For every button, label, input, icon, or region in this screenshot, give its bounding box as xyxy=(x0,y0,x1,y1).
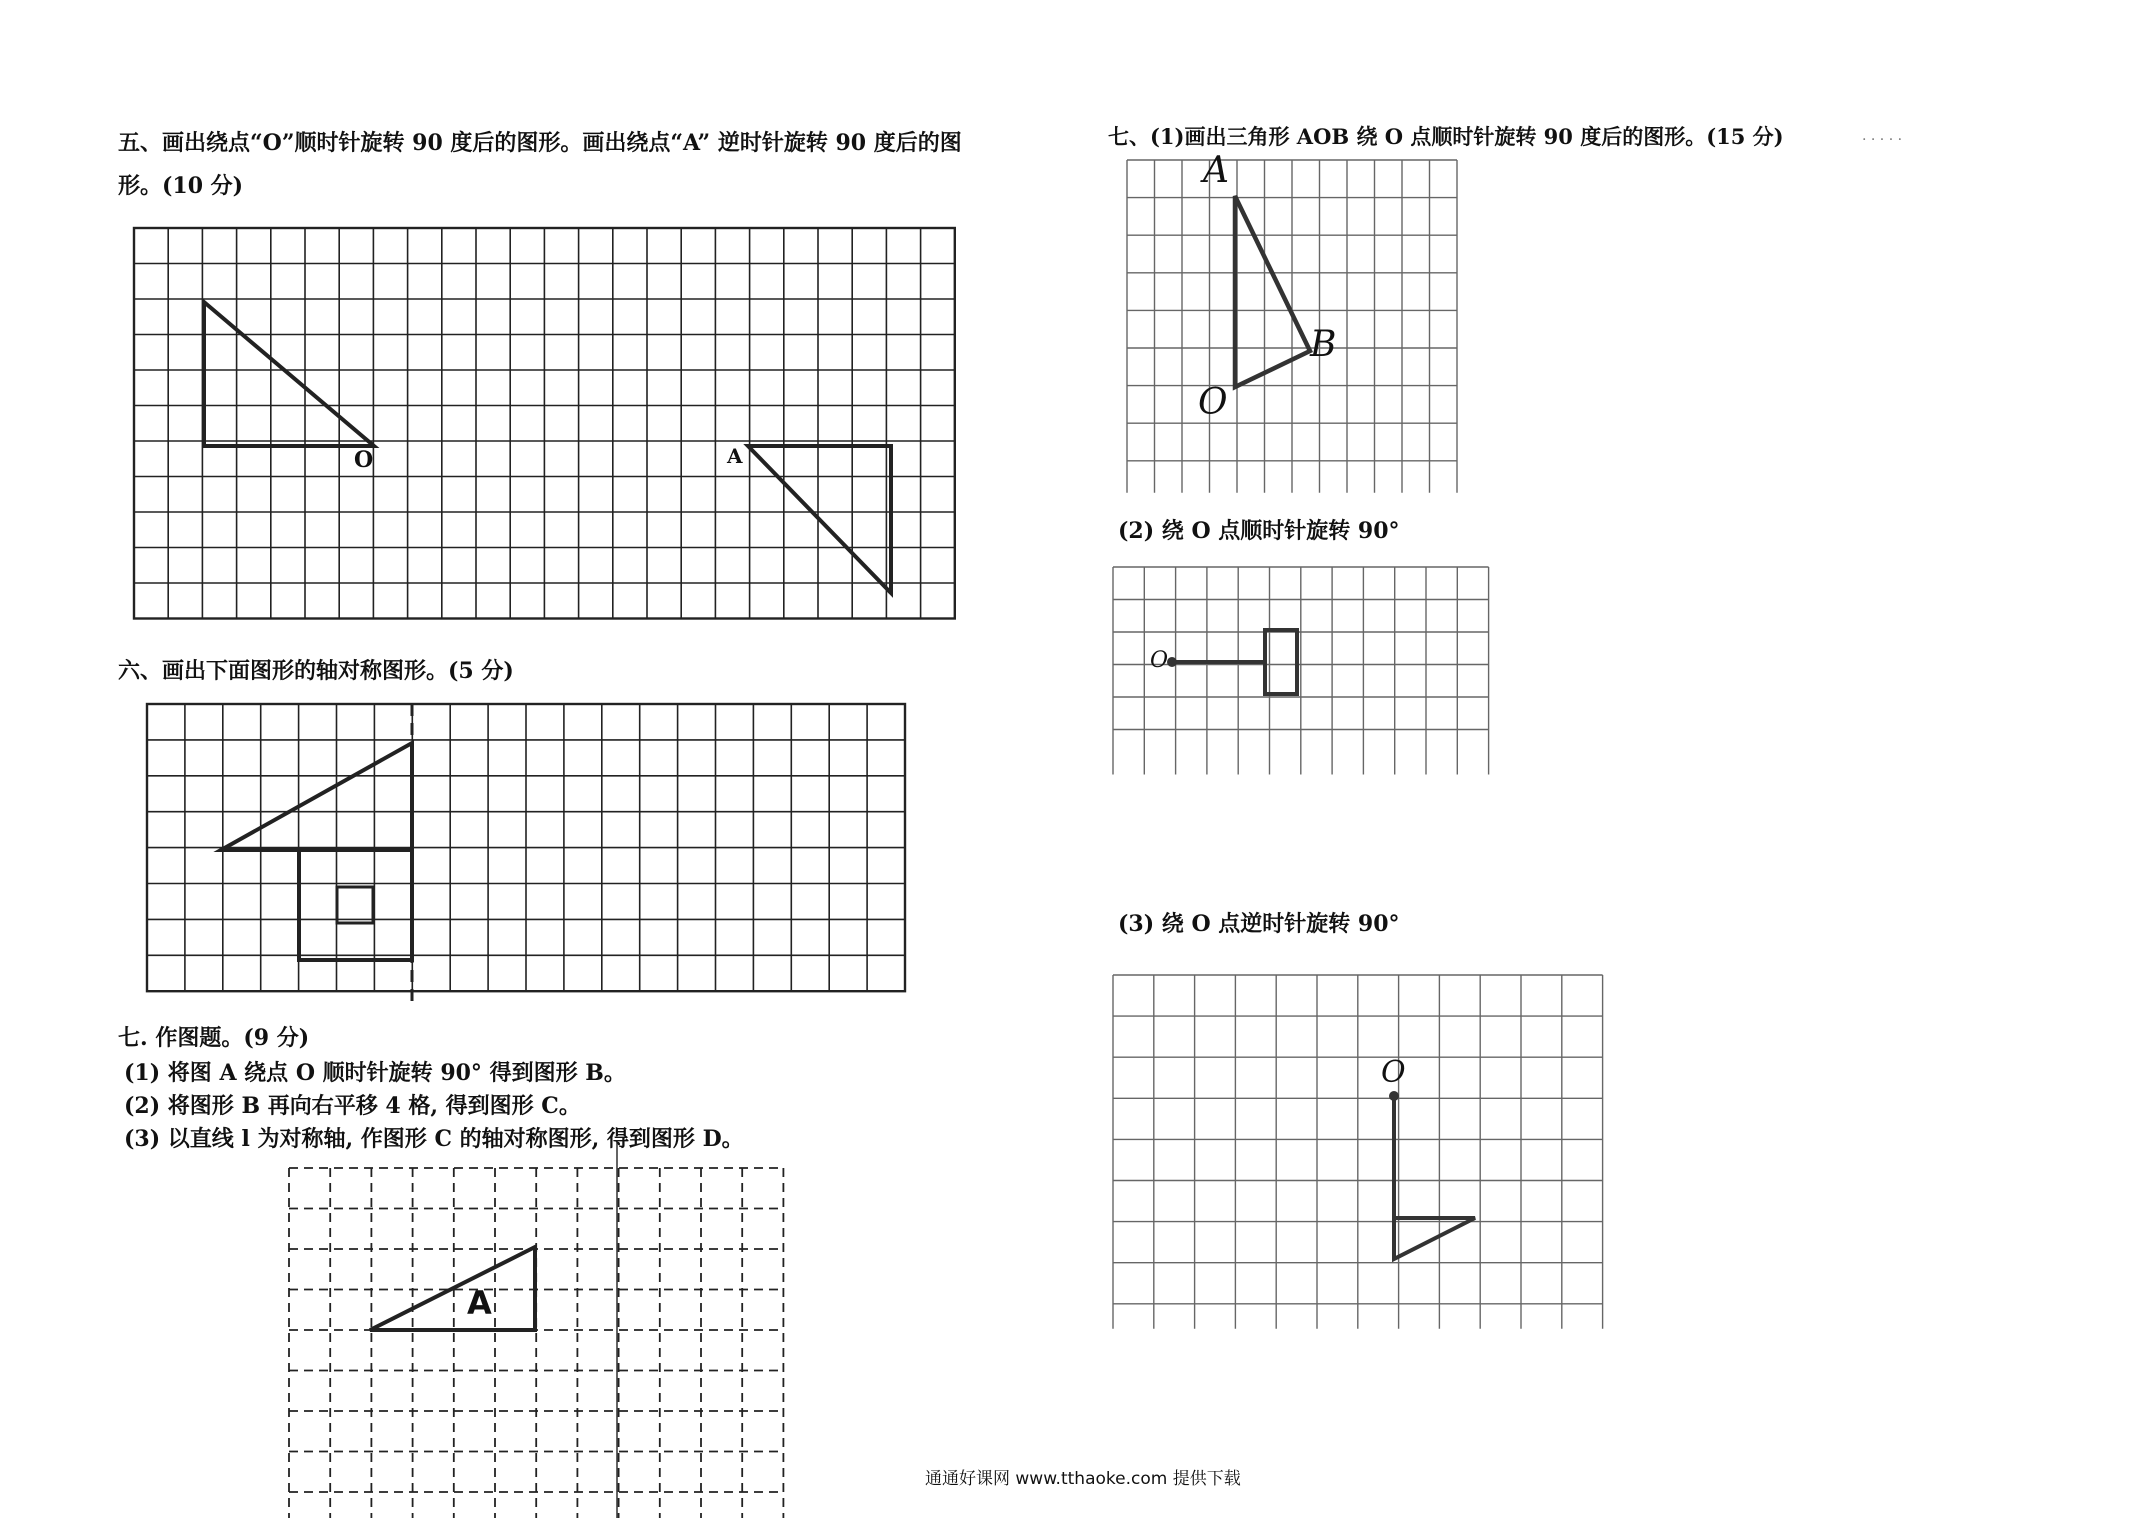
section7-title: 七. 作图题。(9 分) xyxy=(118,1025,310,1051)
section7-shape-label-a: A xyxy=(467,1284,492,1322)
section7b-label-b: B xyxy=(1310,324,1337,365)
section7b-part2-point-o xyxy=(1167,657,1177,667)
section7b-grid3 xyxy=(1113,975,1603,1329)
section7b-title: 七、(1)画出三角形 AOB 绕 O 点顺时针旋转 90 度后的图形。(15 分) xyxy=(1108,124,1784,149)
section7b-part3-title: (3) 绕 O 点逆时针旋转 90° xyxy=(1118,911,1400,937)
section7b-dots: . . . . . xyxy=(1862,128,1903,144)
section7b-grid2 xyxy=(1113,567,1489,775)
section7b-label-a: A xyxy=(1203,150,1229,191)
section5-instruction-line2: 形。(10 分) xyxy=(118,173,244,199)
section5-point-a-label: A xyxy=(727,444,743,468)
section7b-part3-label-o: O xyxy=(1381,1055,1406,1090)
section7-item2: (2) 将图形 B 再向右平移 4 格, 得到图形 C。 xyxy=(124,1093,581,1119)
section5-point-o-label: O xyxy=(354,447,374,473)
section5-instruction-line1: 五、画出绕点“O”顺时针旋转 90 度后的图形。画出绕点“A” 逆时针旋转 90 度后的图 xyxy=(118,130,962,156)
section7-item1: (1) 将图 A 绕点 O 顺时针旋转 90° 得到图形 B。 xyxy=(124,1060,626,1086)
section7b-part2-label-o: O xyxy=(1150,648,1169,673)
section7b-part3-point-o xyxy=(1389,1091,1399,1101)
section7b-part2-title: (2) 绕 O 点顺时针旋转 90° xyxy=(1118,518,1400,544)
section7b-part3-triangle xyxy=(1394,1218,1475,1259)
section7b-triangle-aob xyxy=(1235,196,1310,387)
section7b-label-o: O xyxy=(1198,382,1228,423)
section7-item3: (3) 以直线 l 为对称轴, 作图形 C 的轴对称图形, 得到图形 D。 xyxy=(124,1126,744,1152)
section6-instruction: 六、画出下面图形的轴对称图形。(5 分) xyxy=(118,658,514,684)
footer-credit: 通通好课网 www.tthaoke.com 提供下载 xyxy=(925,1469,1241,1489)
section7b-grid1 xyxy=(1127,160,1457,493)
